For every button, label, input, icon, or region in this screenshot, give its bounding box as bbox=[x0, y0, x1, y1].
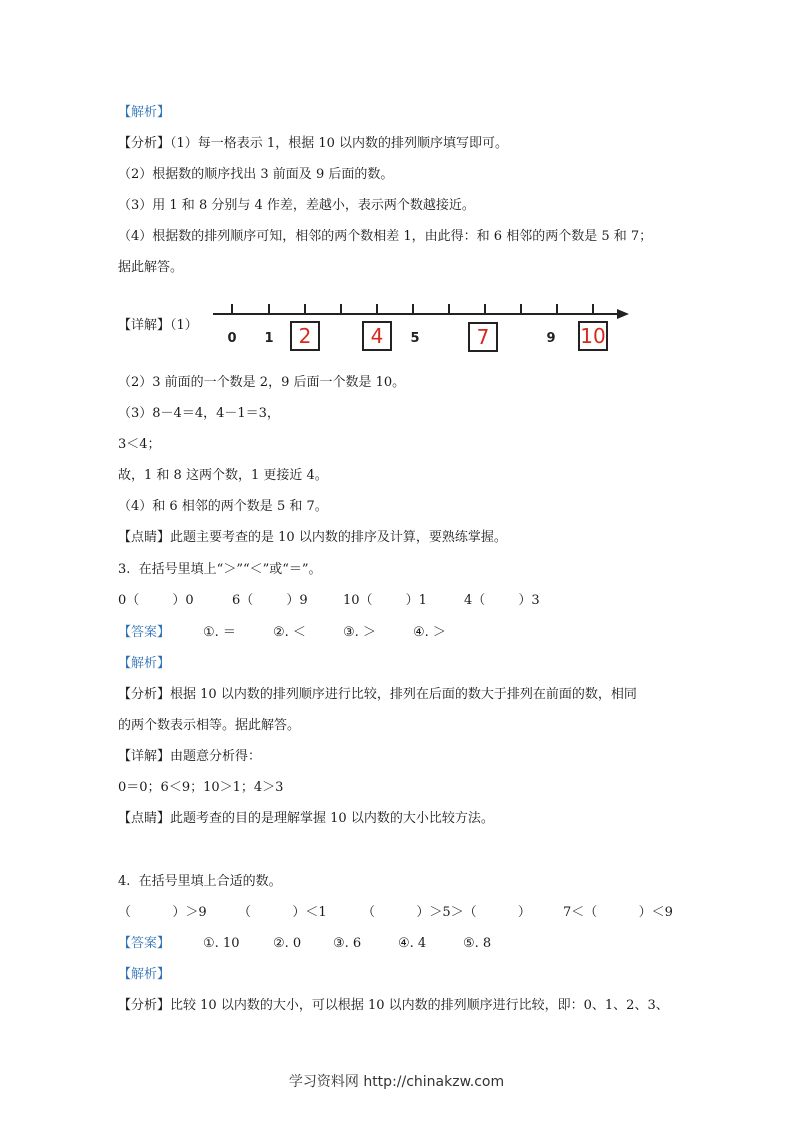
fenxi-line-2: （2）根据数的顺序找出 3 前面及 9 后面的数。 bbox=[118, 167, 394, 182]
q3-fenxi-text-a: 根据 10 以内数的排列顺序进行比较，排列在后面的数大于排列在前面的数，相同 bbox=[170, 687, 637, 702]
q3-fenxi-line-b: 的两个数表示相等。据此解答。 bbox=[118, 718, 301, 733]
q3-answer-4: ④. ＞ bbox=[413, 625, 446, 640]
q4-stem: 4. 在括号里填上合适的数。 bbox=[118, 874, 282, 889]
number-line-arrow bbox=[617, 309, 629, 319]
q4-fenxi-text: 比较 10 以内数的大小，可以根据 10 以内数的排列顺序进行比较，即：0、1、2、3、 bbox=[170, 998, 669, 1013]
q3-fenxi-tag: 【分析】 bbox=[118, 687, 171, 702]
tick-label-9: 9 bbox=[546, 331, 556, 346]
xiangjie-tag: 【详解】 bbox=[118, 318, 171, 333]
q4-answer-tag: 【答案】 bbox=[118, 936, 171, 951]
tick-label-0: 0 bbox=[227, 331, 237, 346]
xiangjie-line-3c: 故，1 和 8 这两个数，1 更接近 4。 bbox=[118, 468, 328, 483]
q3-answer-2: ②. ＜ bbox=[273, 625, 306, 640]
answer-4: 4 bbox=[370, 324, 384, 348]
q3-result: 0＝0；6＜9；10＞1；4＞3 bbox=[118, 780, 284, 795]
q4-answer-2: ②. 0 bbox=[273, 936, 302, 951]
number-line-figure bbox=[205, 298, 635, 358]
fenxi-line-1 bbox=[118, 136, 508, 152]
q3-answer-1: ①. ＝ bbox=[203, 625, 236, 640]
xiangjie-line-3b: 3＜4； bbox=[118, 437, 161, 452]
xiangjie-line-1 bbox=[118, 318, 198, 334]
q3-jiexi-heading: 【解析】 bbox=[118, 656, 171, 671]
q4-answer-5: ⑤. 8 bbox=[463, 936, 492, 951]
dianjing-tag: 【点睛】 bbox=[118, 530, 171, 545]
q3-xiangjie-text: 由题意分析得： bbox=[170, 749, 262, 764]
xiangjie-text-1: （1） bbox=[170, 318, 198, 333]
q3-item-2: 6（ ）9 bbox=[232, 593, 308, 608]
q3-answer-3: ③. ＞ bbox=[343, 625, 376, 640]
xiangjie-line-4: （4）和 6 相邻的两个数是 5 和 7。 bbox=[118, 499, 328, 514]
answer-7: 7 bbox=[476, 325, 490, 349]
tick-label-5: 5 bbox=[410, 331, 420, 346]
q3-item-3: 10（ ）1 bbox=[343, 593, 427, 608]
dianjing-line bbox=[118, 530, 507, 546]
q4-answer-3: ③. 6 bbox=[333, 936, 362, 951]
fenxi-line-4a: （4）根据数的排列顺序可知，相邻的两个数相差 1，由此得：和 6 相邻的两个数是 5 和 7； bbox=[118, 229, 653, 244]
page-footer: 学习资料网 http://chinakzw.com bbox=[288, 1074, 505, 1090]
fenxi-text-1: （1）每一格表示 1，根据 10 以内数的排列顺序填写即可。 bbox=[170, 136, 508, 151]
answer-10: 10 bbox=[580, 324, 606, 348]
q4-jiexi-heading: 【解析】 bbox=[118, 967, 171, 982]
q4-fenxi-tag: 【分析】 bbox=[118, 998, 171, 1013]
q4-answer-1: ①. 10 bbox=[203, 936, 240, 951]
q3-item-4: 4（ ）3 bbox=[464, 593, 540, 608]
jiexi-heading: 【解析】 bbox=[118, 105, 171, 120]
dianjing-text: 此题主要考查的是 10 以内数的排序及计算，要熟练掌握。 bbox=[170, 530, 507, 545]
q3-xiangjie-tag: 【详解】 bbox=[118, 749, 171, 764]
q4-fenxi-line bbox=[118, 998, 669, 1014]
tick-label-1: 1 bbox=[264, 331, 274, 346]
answer-2: 2 bbox=[298, 324, 312, 348]
q4-item-2: （ ）＜1 bbox=[238, 905, 327, 920]
xiangjie-line-3a: （3）8－4＝4，4－1＝3， bbox=[118, 406, 280, 421]
q3-fenxi-line-a bbox=[118, 687, 637, 703]
q3-stem: 3. 在括号里填上“＞”“＜”或“＝”。 bbox=[118, 562, 322, 577]
q4-item-4: 7＜（ ）＜9 bbox=[563, 905, 673, 920]
q3-xiangjie-line bbox=[118, 749, 261, 765]
q3-item-1: 0（ ）0 bbox=[118, 593, 194, 608]
q4-answer-4: ④. 4 bbox=[398, 936, 427, 951]
q3-dianjing-line bbox=[118, 811, 494, 827]
fenxi-tag: 【分析】 bbox=[118, 136, 171, 151]
q3-dianjing-tag: 【点睛】 bbox=[118, 811, 171, 826]
q4-item-3: （ ）＞5＞（ ） bbox=[362, 905, 531, 920]
q4-item-1: （ ）＞9 bbox=[118, 905, 207, 920]
q3-answer-tag: 【答案】 bbox=[118, 625, 171, 640]
fenxi-line-4b: 据此解答。 bbox=[118, 260, 184, 275]
xiangjie-line-2: （2）3 前面的一个数是 2，9 后面一个数是 10。 bbox=[118, 375, 406, 390]
fenxi-line-3: （3）用 1 和 8 分别与 4 作差，差越小，表示两个数越接近。 bbox=[118, 198, 475, 213]
q3-dianjing-text: 此题考查的目的是理解掌握 10 以内数的大小比较方法。 bbox=[170, 811, 494, 826]
